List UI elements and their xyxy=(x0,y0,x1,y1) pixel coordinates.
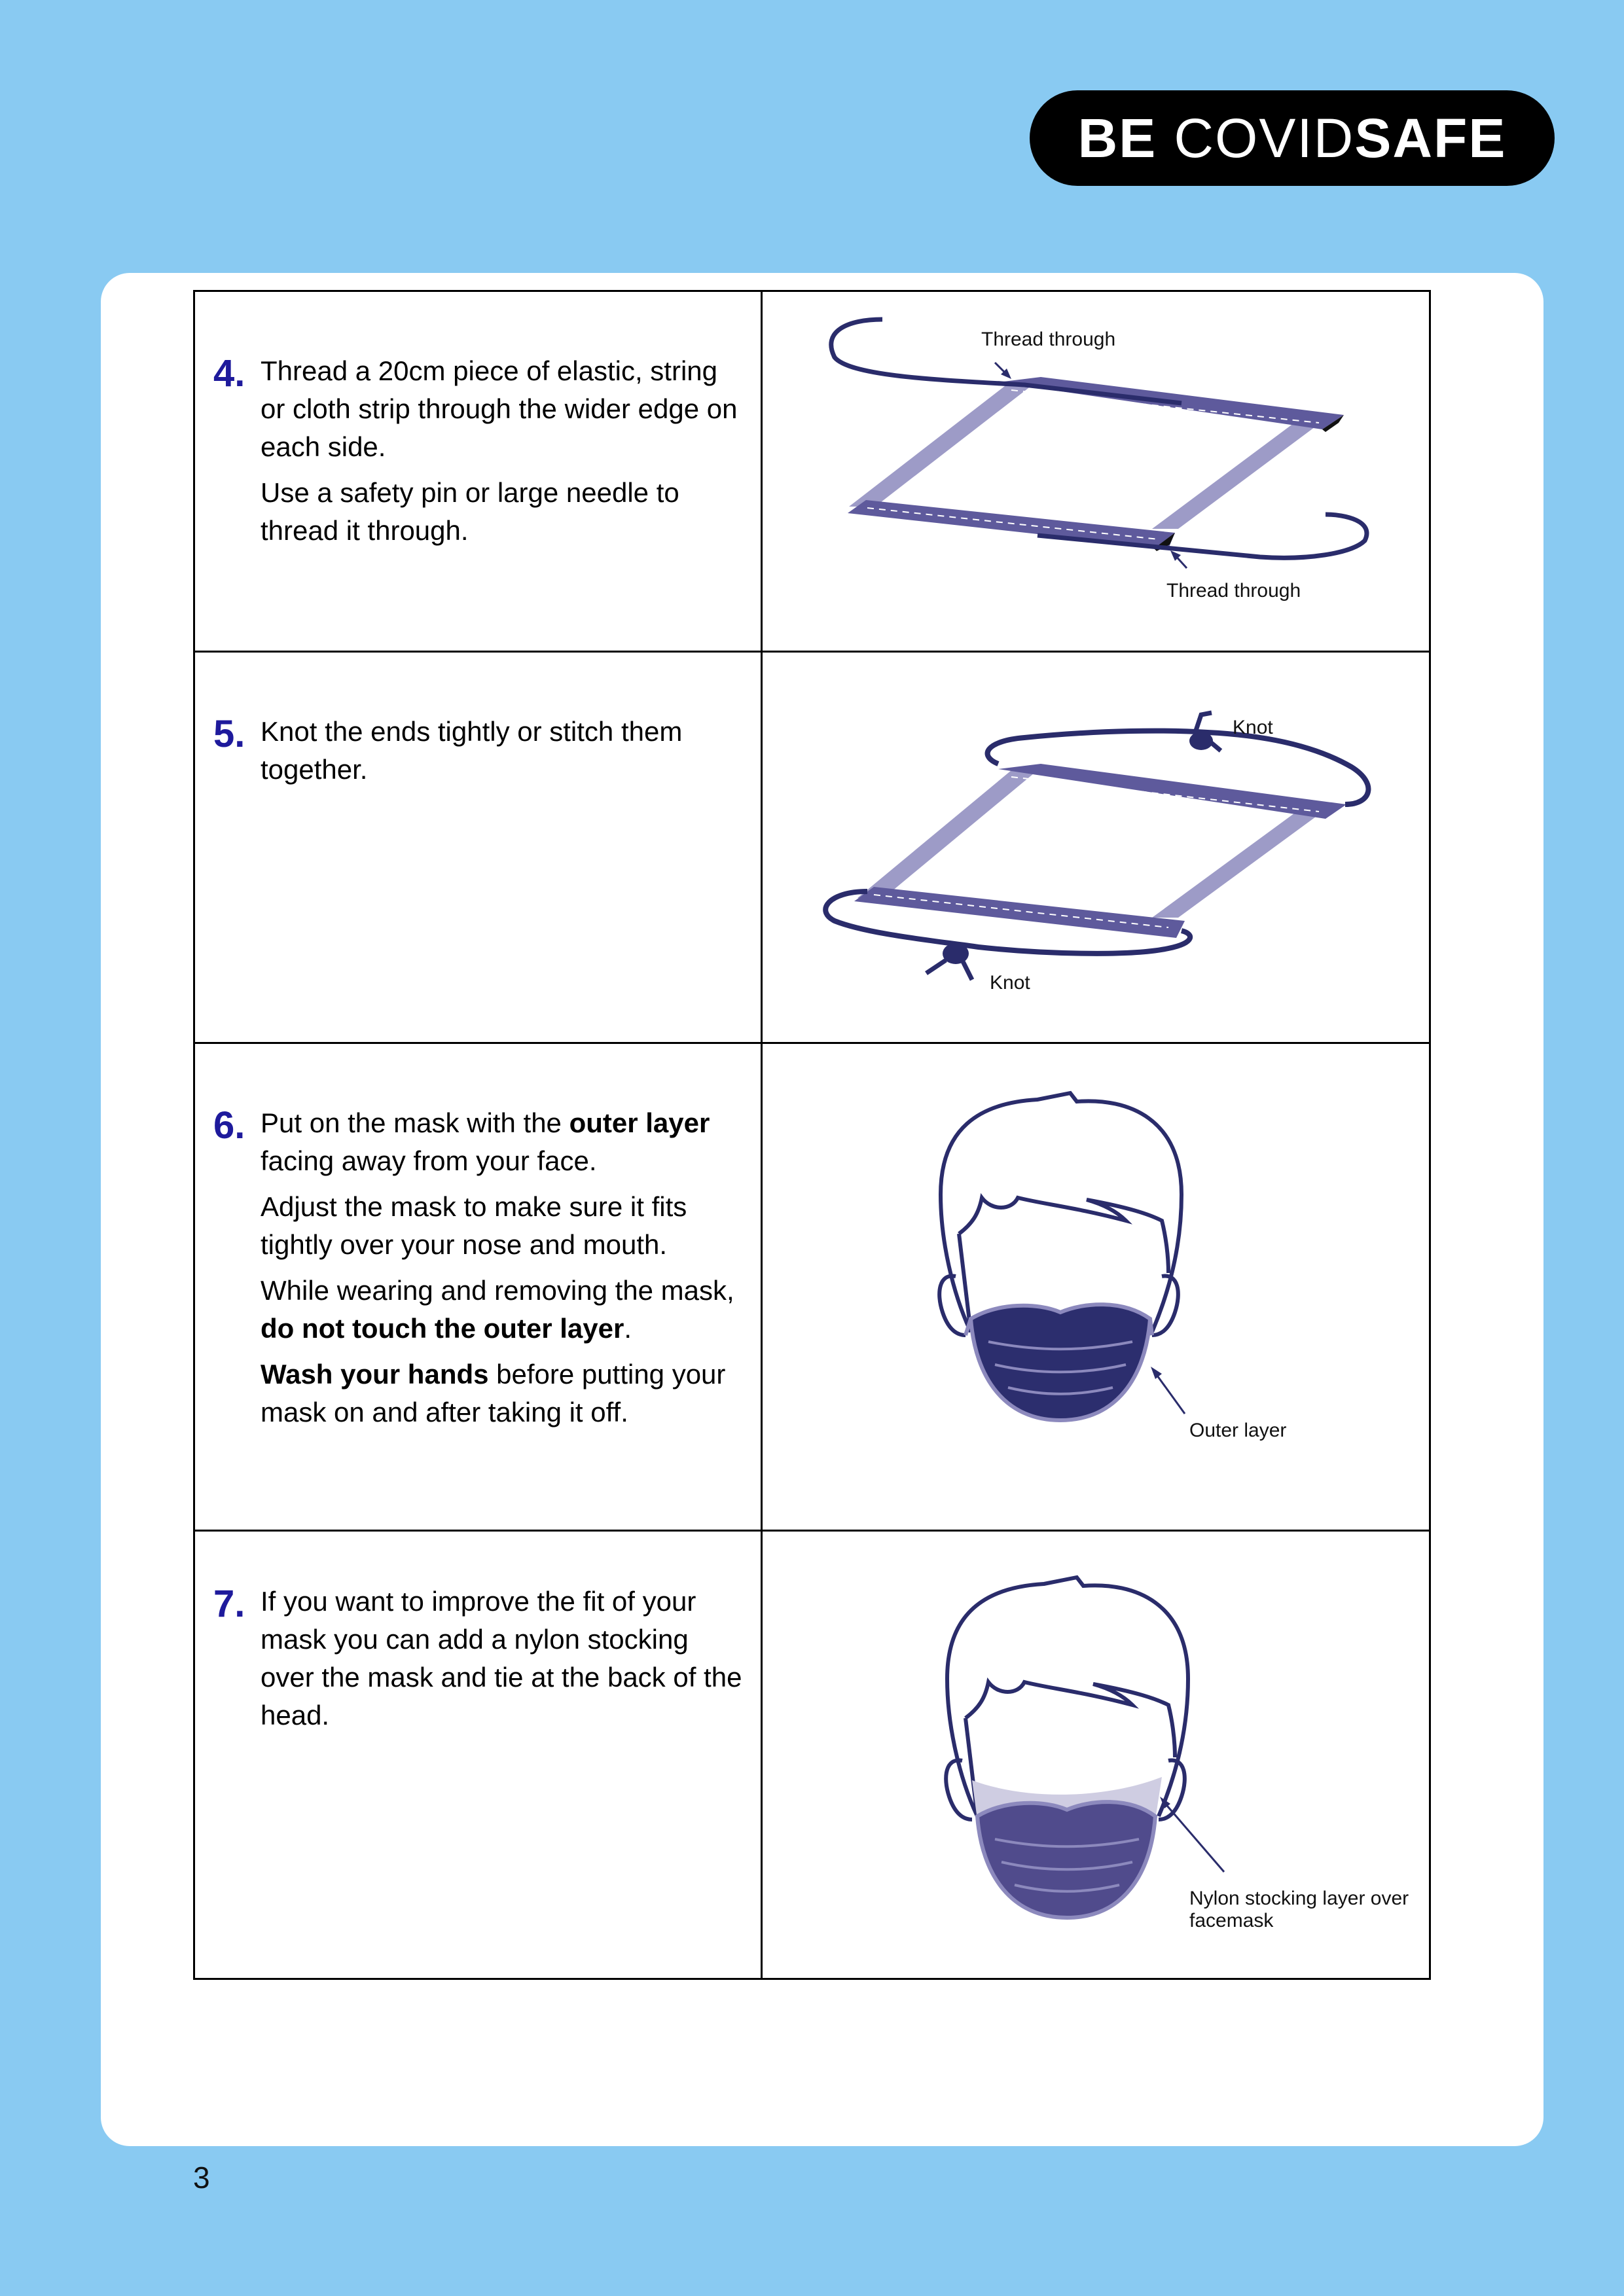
step-paragraph xyxy=(261,1355,745,1431)
step-paragraph: Thread a 20cm piece of elastic, string or cloth strip through the wider edge on each side. xyxy=(261,355,738,462)
step-number: 7. xyxy=(213,1583,245,1625)
step-5-text-cell xyxy=(194,652,762,1043)
fabric-side-left xyxy=(849,384,1034,507)
label-knot-bottom: Knot xyxy=(990,972,1030,994)
be-covidsafe-logo xyxy=(1030,90,1555,186)
step-number: 4. xyxy=(213,352,245,395)
step-5-illustration-cell xyxy=(762,652,1430,1043)
nylon-stocking-mask-illustration xyxy=(763,1532,1429,1978)
text-run: before putting your mask on and after taking it off. xyxy=(261,1359,726,1427)
fabric-side-right xyxy=(1152,810,1326,918)
text-run: facing away from your face. xyxy=(261,1145,597,1176)
step-paragraph: If you want to improve the fit of your mask you can add a nylon stocking over the mask and tie at the back of the head. xyxy=(261,1586,742,1731)
label-thread-through-bottom: Thread through xyxy=(1166,580,1301,601)
bold-outer-layer: outer layer xyxy=(569,1107,710,1138)
step-row-5 xyxy=(194,652,1430,1043)
person-wearing-mask-illustration xyxy=(763,1044,1429,1530)
step-number: 5. xyxy=(213,713,245,755)
step-7-text-cell xyxy=(194,1531,762,1979)
step-paragraph: Adjust the mask to make sure it fits tightly over your nose and mouth. xyxy=(261,1191,687,1260)
step-6-illustration-cell xyxy=(762,1043,1430,1531)
step-row-6 xyxy=(194,1043,1430,1531)
label-thread-through-top: Thread through xyxy=(981,329,1116,350)
bold-do-not-touch: do not touch the outer layer xyxy=(261,1313,624,1344)
hair-line xyxy=(959,1198,1168,1273)
mask xyxy=(971,1304,1150,1420)
logo-part-be: BE xyxy=(1077,107,1157,169)
logo-part-safe: SAFE xyxy=(1354,107,1507,169)
step-paragraph xyxy=(261,1104,745,1180)
instruction-table xyxy=(193,290,1431,1980)
text-run: While wearing and removing the mask, xyxy=(261,1275,734,1306)
step-6-text-cell xyxy=(194,1043,762,1531)
step-row-4 xyxy=(194,291,1430,652)
fabric-band-bottom xyxy=(848,500,1175,548)
logo-part-covid: COVID xyxy=(1174,107,1355,169)
mask xyxy=(977,1802,1155,1918)
fabric-side-right xyxy=(1152,422,1322,529)
label-nylon-stocking-line2: facemask xyxy=(1189,1910,1274,1931)
step-paragraph xyxy=(261,1272,745,1348)
step-paragraph: Knot the ends tightly or stitch them together. xyxy=(261,716,683,785)
step-4-text-cell xyxy=(194,291,762,652)
fabric-band-top xyxy=(998,764,1346,819)
hair-line xyxy=(965,1682,1175,1757)
label-knot-top: Knot xyxy=(1233,717,1273,738)
step-number: 6. xyxy=(213,1104,245,1147)
label-outer-layer: Outer layer xyxy=(1189,1420,1287,1441)
step-7-illustration-cell xyxy=(762,1531,1430,1979)
bold-wash-hands: Wash your hands xyxy=(261,1359,489,1390)
fabric-side-left xyxy=(857,770,1038,898)
page-number: 3 xyxy=(193,2161,210,2195)
text-run: . xyxy=(624,1313,632,1344)
step-paragraph: Use a safety pin or large needle to thread it through. xyxy=(261,477,679,546)
step-row-7 xyxy=(194,1531,1430,1979)
step-4-illustration-cell xyxy=(762,291,1430,652)
text-run: Put on the mask with the xyxy=(261,1107,569,1138)
threading-elastic-illustration xyxy=(763,292,1429,651)
fabric-band-bottom xyxy=(854,887,1185,938)
label-nylon-stocking-line1: Nylon stocking layer over xyxy=(1189,1888,1409,1909)
knotted-ties-illustration xyxy=(763,653,1429,1042)
